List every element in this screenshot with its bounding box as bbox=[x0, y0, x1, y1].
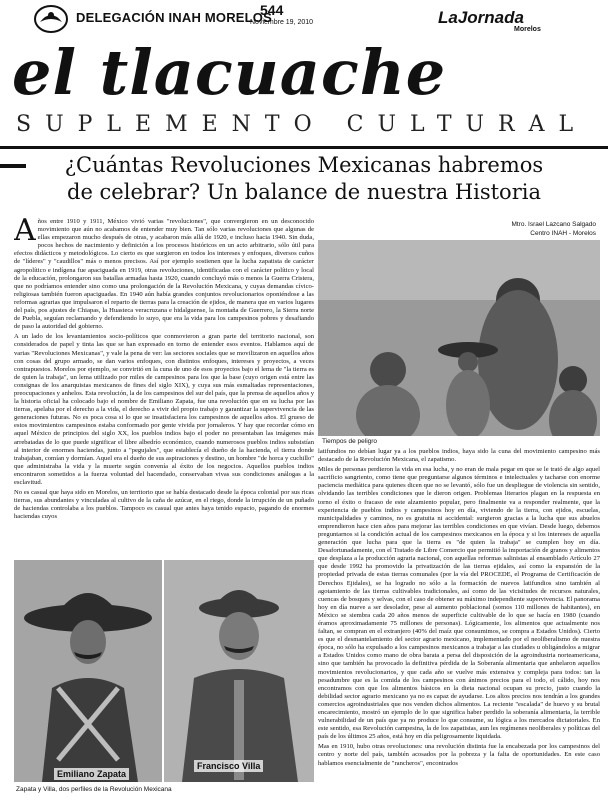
photo-illustration bbox=[318, 240, 600, 436]
header-bar bbox=[0, 0, 608, 40]
photo-caption-bottom: Zapata y Villa, dos perfiles de la Revolución Mexicana bbox=[16, 786, 172, 793]
paragraph: latifundios no debían lugar ya a los pueblos indios, haya sido la cuna del movimiento campesino más destacado de la Revolución Mexicana, el zapatismo. bbox=[318, 448, 600, 464]
photo-caption-top: Tiempos de peligro bbox=[322, 438, 378, 445]
inah-eagle-logo bbox=[32, 4, 70, 34]
org-name: DELEGACIÓN INAH MORELOS bbox=[76, 10, 272, 25]
headline-line-2: de celebrar? Un balance de nuestra Historia bbox=[67, 180, 541, 204]
author-affiliation: Centro INAH - Morelos bbox=[530, 230, 596, 237]
byline bbox=[420, 220, 596, 238]
paragraph: Años entre 1910 y 1911, México vivió varias "revoluciones", que convergieron en un desconocido movimiento que aún no acabamos de entender muy bien. Tan sólo varias revoluciones que algunas de ellas empezaron mucho después de otras, y acabaron más allá de 1920, e incluso hacia 1940. Sin duda, pocos hechos de nacimiento y definición a los procesos históricos en un acto arbitrario, sólo útil para efectos didácticos y metodológicos. Lo cierto es que surgieron en todos los intereses y enfoques, diversos cuños de "líderes" y "caudillos" más o menos precisos. Así por ejemplo sostienen que la lucha zapatista de carácter agropolítico e indígena fue apaciguada en 1919, otras revoluciones, identificadas con el carácter político y local de la educación, prolongaron sus batallas armadas hasta 1920, cuando concluyó más o menos la Guerra Cristera, que no podríamos entender sino como una prolongación de la Revolución Mexicana, y cuyas demandas cívico-religiosas también fueron apaciguadas. En 1940 aún había grandes conjuntos revolucionarios oponiéndose a las reformas agrarias que impulsaron el reparto de tierras para la creación de ejidos, de manera que en varios lugares del país, pos ajustes de Chiapas, la Huasteca veracruzana e hidalguense, la montaña de Guerrero, la Sierra norte de Puebla, seguían reclamando y defendiendo lo suyo, que era la vida para los campesinos pobres y desafiando de paso la autoridad del gobierno. bbox=[14, 218, 314, 331]
drop-cap: A bbox=[14, 218, 36, 248]
newspaper-logo: LaJornada bbox=[438, 8, 524, 27]
article-headline bbox=[0, 152, 608, 206]
issue-number: 544 bbox=[260, 2, 284, 18]
headline-line-1: ¿Cuántas Revoluciones Mexicanas habremos bbox=[64, 153, 544, 177]
label-zapata: Emiliano Zapata bbox=[54, 768, 129, 780]
villa-portrait bbox=[164, 560, 314, 782]
header-divider bbox=[0, 146, 608, 149]
masthead-title: el tlacuache bbox=[12, 36, 447, 109]
zapata-portrait bbox=[14, 560, 162, 782]
article-column-left bbox=[14, 218, 314, 554]
paragraph: No es casual que haya sido en Morelos, un territorio que se había destacado desde la época colonial por sus ricas tierras, sus abundantes y vinculadas al cultivo de la caña de azúcar, en el riego, donde la irrupción de un puñado de haciendas controlaba a los pueblos. Tampoco es casual que antes haya tenido espacio, pagando de enormes haciendas cuyos bbox=[14, 489, 314, 521]
issue-date: Noviembre 19, 2010 bbox=[250, 19, 314, 26]
historical-photo-women-soldaderas bbox=[318, 240, 600, 436]
photo-francisco-villa bbox=[164, 560, 314, 782]
label-villa: Francisco Villa bbox=[194, 760, 263, 772]
paragraph: A un lado de los levantamientos socio-políticos que conmovieron a gran parte del territorio nacional, son considerados de papel y tinta las que se han expresado en torno de entender esos eventos. Hablamos aquí de varias "Revoluciones Mexicanas", y vale la pena de ver: las sectores sociales que se movilizaron en aquellos años con cosas del grupo armado, se dan varios enfoques, con distintos enfoques, intereses y proyectos, a veces contrapuestos. Morelos por ejemplo, se convirtió en la cuna de uno de esos proyectos bajo el lema de "la tierra es de quien la trabaja", un lema utilizado por miles de campesinos para los que la base (cuyo origen está entre las consignas de los anarquistas mexicanos de fines del siglo XIX), y cuya sus más esmaltadas representaciones, preocupaciones y anhelos. Esta revolución, la de los campesinos del sur del país, que la prensa de aquellos años y la historia oficial ha colocado bajo el nombre de Emiliano Zapata, fue una revolución que en su lucha por las tierras, apelaba por el derecho a la vida, el derecho a vivir del propio trabajo y garantizar la supervivencia de las generaciones futuras. No es poca cosa si lo que se insatisfaciera los campesinos de aquellos años. El grueso de estos movimientos campesinos estaba conformado por gente vivida por jornaleros. Y hay que recordar cómo en aquel México de principios del siglo XX, los pueblos indios bajo el poder no presentaban las imágenes más arrebatadas de lo que puede significar el libre albedrío económico, cuando numerosos pueblos indios subsistían al interior de enormes haciendas, junto a "pegujales", que establecía el dueño de la hacienda, el tierra donde trabajaban, comían y dormían. Aquel era el dueño de sus aspiraciones y destino, un hombre "de horca y cuchillo" que administraba la vida y la muerte según convenía al éxito de los negocios. Aquellos pueblos indios encontraron sometidos a la fuerza voluntad del hacendado, conservaban vivas sus condiciones análogas a la esclavitud. bbox=[14, 333, 314, 486]
article-column-right bbox=[318, 448, 600, 796]
author-name: Mtro. Israel Lazcano Salgado bbox=[511, 221, 596, 228]
photo-emiliano-zapata bbox=[14, 560, 162, 782]
paragraph: Miles de personas perdieron la vida en esa lucha, y no eran de mala pegar en que se le trató de algo aquel sacrificio sangriento, como tiene que preguntarse algunos términos e intelectuales y tacharse con enorme paciencia mediática para quienes dicen que no se levantó, sólo fue un despliegue de violencia sin sentido, olvidando las terribles condiciones que le dieron origen. Problemas literarios plagan en la respuesta en torno el éxito o fracaso de este alzamiento popular, pero finalmente va a responder realmente, que la experiencia de pueblos indios y campesinos hoy en día, viviendo de la tierra, con ejidos, escuelas, municipalidades y caminos, no es gratuita ni accidental: surgieron gracias a la lucha que sus abuelos emprendieron hace cien años para mejorar las terribles condiciones en que vivían. Desde luego, debemos preguntarnos si la condición actual de los campesinos mexicanos en la época y si los intereses de aquella generación que lucha para que la tierra es "de quien la trabaja" se cumplen hoy en día. Desafortunadamente, con el Tratado de Libre Comercio que permitió la importación de granos y alimentos que desplaza a la producción agraria nacional, con aquellas reformas salinistas al ensamblado Artículo 27 que desde 1992 ha promovido la privatización de las tierras ejidales, así como la expansión de la propiedad privada de estas tierras comunales (por la vía del PROCEDE, el Programa de Certificación de Derechos Ejidales), se ha logrado no sólo a la formación de nuevos latifundios sino también al agotamiento de las tierras cultivables tradicionales, así como de las vicisitudes de recursos naturales, cuencas de bosques y selvas, con el caso de obtener su máximo independiente supervivencia. El panorama hoy en día nueve a ser desolador, pese al aumento poblacional (somos 110 millones de habitantes), en México se siembra cada 20 años menos de superficie cultivable de lo que se hacía en 1980 (cuando éramos aproximadamente 75 millones de personas). Lógicamente, los alimentos que actualmente nos faltan, se compran en el extranjero (40% del maíz que consumimos, se compra a Estados Unidos). Cierto es que el desmantelamiento del sector agrario mexicano, implementado por el neoliberalismo de nuestra época, no sólo ha expulsado a los campesinos mexicanos a trabajar a las ciudades u obligándolos a migrar a Estados Unidos como mano de obra barata a persa del disposición de la agroindustria norteamericana, sino que también ha provocado la definitiva pérdida de la Soberanía alimentaria que anhelaron aquellos movimientos revolucionarios, y que cada año se vuelve más extensiva y compleja para todos: tan la pesadumbre que es la comida de los campesinos con ánimos precios para el todo, el cálido, hoy nos encontramos con que los alimentos básicos en la dieta nacional ocupan su precio, justo cuando la debilidad sector agrario mexicano ya no es capaz de ayudarse. Los altos precios nos tendrán a los grandes comercios agroindustriales que nos venden dichos alimentos. La reciente "escalada" de huevo y su brutal encarecimiento, mostró un ejemplo de lo que significa haber perdido la soberanía alimentaria, la terrible vulnerabilidad de un país que ya no produce lo que consume, su lógica a los mercados dictatoriales. En este sentido, esa Revolución campesina, la de los zapatistas, aun les regímenes neoliberales y políticas del país de los últimos 25 años, está hoy en día peligrosamente liquidada. bbox=[318, 466, 600, 741]
paragraph: Mas en 1910, hubo otras revoluciones: una revolución distinta fue la encabezada por los campesinos del centro y norte del país, también acosados por la pobreza y la falta de oportunidades. En este caso hablamos esencialmente de "rancheros", encontrados bbox=[318, 743, 600, 767]
headline-bar-decoration bbox=[0, 164, 26, 168]
supplement-label: SUPLEMENTO CULTURAL bbox=[16, 112, 588, 137]
newspaper-region: Morelos bbox=[514, 26, 541, 33]
